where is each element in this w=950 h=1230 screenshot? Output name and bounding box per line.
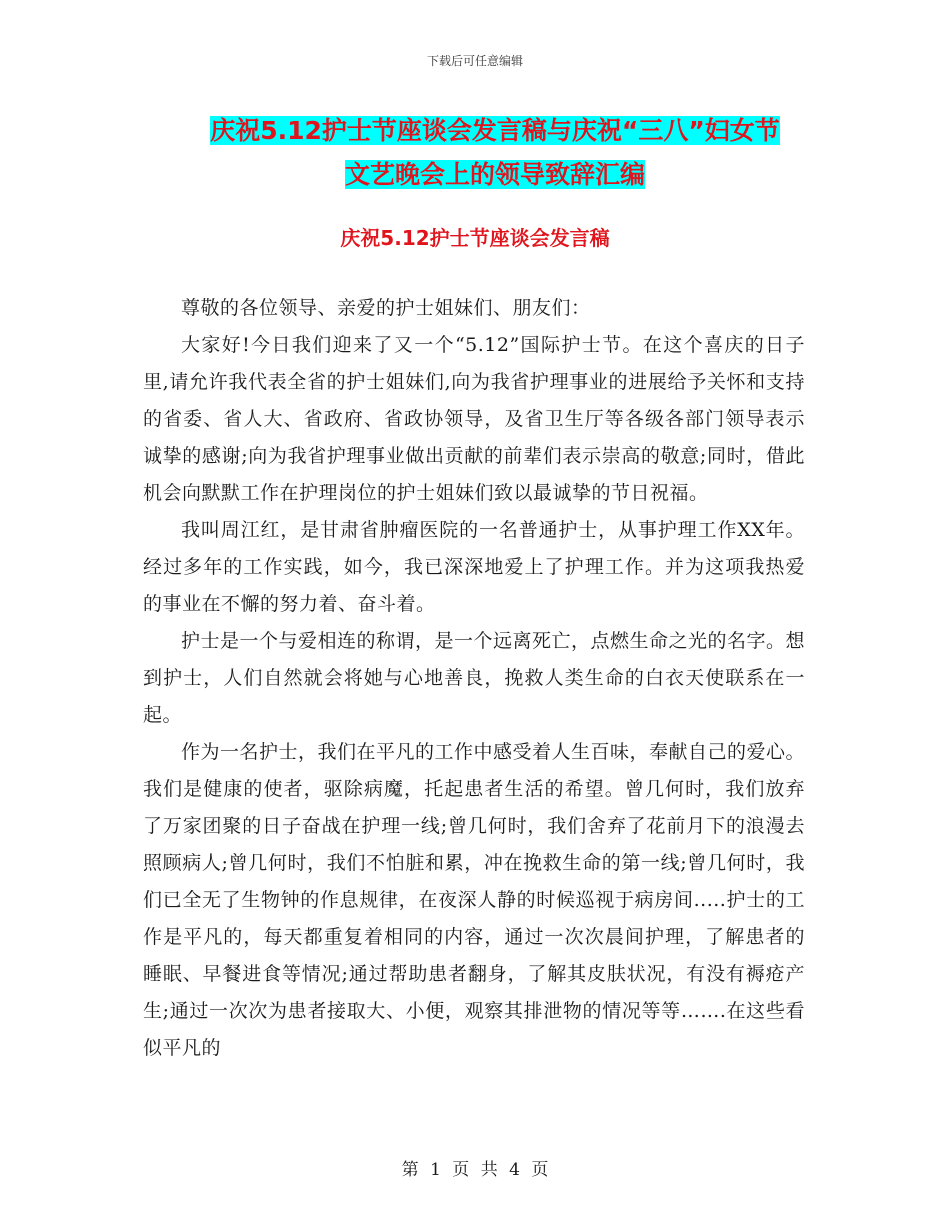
document-title-line-2-text: 文艺晚会上的领导致辞汇编 bbox=[344, 160, 645, 189]
document-title-line-2 bbox=[140, 152, 850, 198]
document-title-line-1 bbox=[140, 108, 850, 154]
paragraph: 我叫周江红，是甘肃省肿瘤医院的一名普通护士，从事护理工作XX年。经过多年的工作实践，如今，我已深深地爱上了护理工作。并为这项我热爱的事业在不懈的努力着、奋斗着。 bbox=[143, 519, 805, 615]
paragraph: 大家好!今日我们迎来了又一个“5.12”国际护士节。在这个喜庆的日子里,请允许我代表全省的护士姐妹们,向为我省护理事业的进展给予关怀和支持的省委、省人大、省政府、省政协领导，及省卫生厅等各级各部门领导表示诚挚的感谢;向为我省护理事业做出贡献的前辈们表示崇高的敬意;同时，借此机会向默默工作在护理岗位的护士姐妹们致以最诚挚的节日祝福。 bbox=[143, 334, 805, 504]
paragraph: 作为一名护士，我们在平凡的工作中感受着人生百味，奉献自己的爱心。我们是健康的使者，驱除病魔，托起患者生活的希望。曾几何时，我们放弃了万家团聚的日子奋战在护理一线;曾几何时，我们舍弃了花前月下的浪漫去照顾病人;曾几何时，我们不怕脏和累，冲在挽救生命的第一线;曾几何时，我们已全无了生物钟的作息规律，在夜深人静的时候巡视于病房间.....护士的工作是平凡的，每天都重复着相同的内容，通过一次次晨间护理，了解患者的睡眠、早餐进食等情况;通过帮助患者翻身，了解其皮肤状况，有没有褥疮产生;通过一次次为患者接取大、小便，观察其排泄物的情况等等…….在这些看似平凡的 bbox=[143, 741, 806, 1059]
paragraph: 护士是一个与爱相连的称谓，是一个远离死亡，点燃生命之光的名字。想到护士，人们自然就会将她与心地善良，挽救人类生命的白衣天使联系在一起。 bbox=[143, 630, 806, 726]
paragraph-greeting: 尊敬的各位领导、亲爱的护士姐妹们、朋友们： bbox=[181, 297, 591, 319]
section-title: 庆祝5.12护士节座谈会发言稿 bbox=[340, 226, 610, 250]
page-footer: 第 1 页 共 4 页 bbox=[401, 1160, 549, 1180]
body-text bbox=[143, 290, 805, 1067]
header-note: 下载后可任意编辑 bbox=[426, 54, 523, 68]
document-title-line-1-text: 庆祝5.12护士节座谈会发言稿与庆祝“三八”妇女节 bbox=[210, 116, 780, 145]
